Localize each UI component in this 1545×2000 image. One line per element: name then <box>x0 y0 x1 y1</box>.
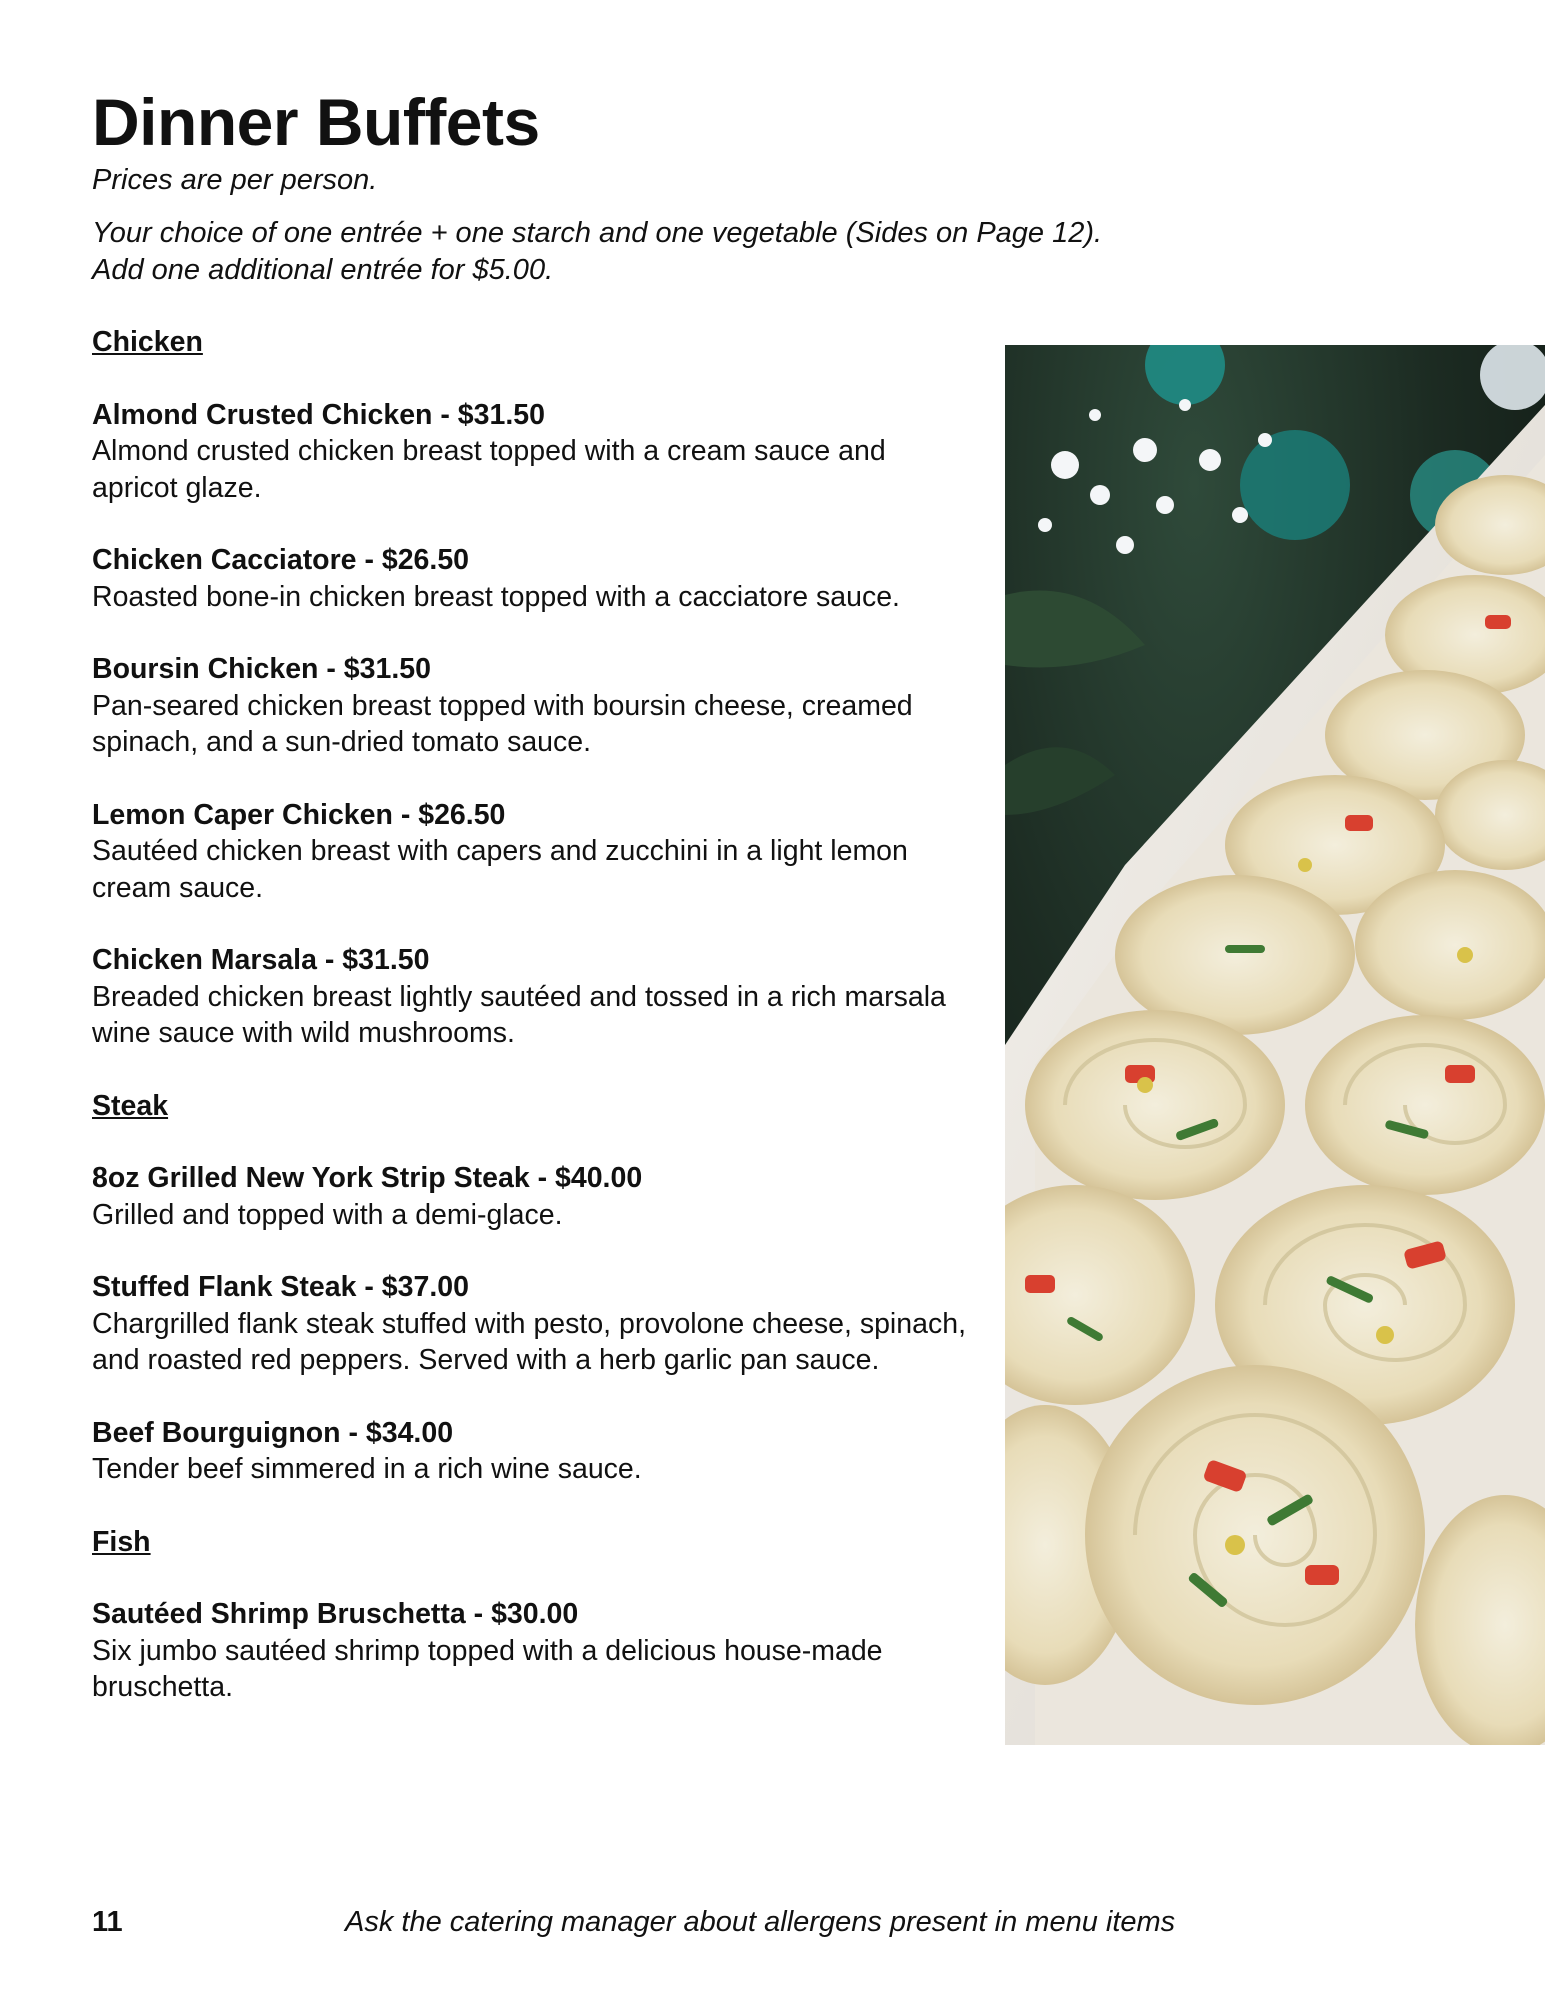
menu-item-name: Lemon Caper Chicken - $26.50 <box>92 798 506 831</box>
menu-item-description: Sautéed chicken breast with capers and zucchini in a light lemon cream sauce. <box>92 835 908 904</box>
choice-note-line-1: Your choice of one entrée + one starch and one vegetable (Sides on Page 12). <box>92 217 1103 249</box>
page-title: Dinner Buffets <box>92 85 540 159</box>
menu-item-name: Boursin Chicken - $31.50 <box>92 653 431 685</box>
menu-item <box>92 1160 972 1233</box>
menu-item-description: Pan-seared chicken breast topped with boursin cheese, creamed spinach, and a sun-dried tomato sauce. <box>92 689 913 758</box>
menu-item-description: Grilled and topped with a demi-glace. <box>92 1198 563 1231</box>
menu-item <box>92 1269 972 1379</box>
menu-item-description: Tender beef simmered in a rich wine sauce. <box>92 1453 642 1485</box>
menu-item <box>92 1415 972 1488</box>
menu-item <box>92 397 972 507</box>
menu-item-description: Roasted bone-in chicken breast topped with a cacciatore sauce. <box>92 580 900 613</box>
pricing-note: Prices are per person. <box>92 164 378 196</box>
choice-note-line-2: Add one additional entrée for $5.00. <box>92 254 554 286</box>
menu-item-description: Chargrilled flank steak stuffed with pesto, provolone cheese, spinach, and roasted red peppers. Served with a herb garlic pan sauce. <box>92 1307 966 1376</box>
menu-item-name: Stuffed Flank Steak - $37.00 <box>92 1271 469 1303</box>
menu-item-description: Six jumbo sautéed shrimp topped with a delicious house-made bruschetta. <box>92 1634 883 1703</box>
section-heading-steak: Steak <box>92 1089 169 1122</box>
intro-block <box>92 162 1192 289</box>
menu-item-name: Beef Bourguignon - $34.00 <box>92 1416 454 1449</box>
menu-item-name: Chicken Cacciatore - $26.50 <box>92 544 470 576</box>
menu-list <box>92 324 972 1742</box>
menu-item <box>92 1596 972 1706</box>
menu-item-name: Chicken Marsala - $31.50 <box>92 944 430 976</box>
menu-item <box>92 942 972 1052</box>
pinwheel-platter-image <box>1005 345 1545 1745</box>
menu-item <box>92 542 972 615</box>
menu-item-name: 8oz Grilled New York Strip Steak - $40.00 <box>92 1162 643 1194</box>
menu-item <box>92 797 972 907</box>
menu-item-description: Breaded chicken breast lightly sautéed and tossed in a rich marsala wine sauce with wild mushrooms. <box>92 980 946 1049</box>
page-number: 11 <box>92 1906 123 1938</box>
allergen-note: Ask the catering manager about allergens present in menu items <box>345 1906 1176 1938</box>
menu-item-description: Almond crusted chicken breast topped with a cream sauce and apricot glaze. <box>92 435 886 504</box>
menu-item-name: Almond Crusted Chicken - $31.50 <box>92 398 545 431</box>
menu-item <box>92 651 972 761</box>
menu-item-name: Sautéed Shrimp Bruschetta - $30.00 <box>92 1598 579 1630</box>
section-heading-fish: Fish <box>92 1525 151 1558</box>
section-heading-chicken: Chicken <box>92 326 203 358</box>
food-photo <box>1005 345 1545 1745</box>
choice-note <box>92 215 1192 289</box>
